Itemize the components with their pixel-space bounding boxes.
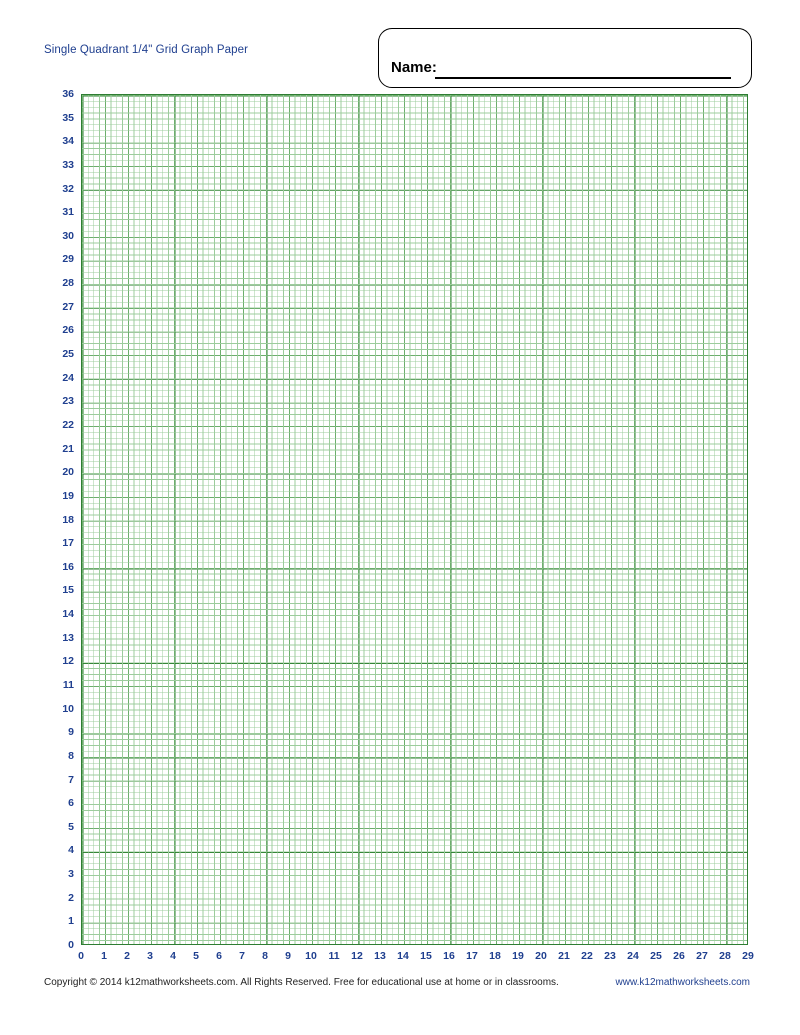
x-axis-tick-8: 8 bbox=[262, 950, 268, 962]
y-axis-tick-28: 28 bbox=[62, 277, 74, 290]
x-axis-tick-17: 17 bbox=[466, 950, 478, 962]
x-axis-tick-3: 3 bbox=[147, 950, 153, 962]
y-axis-tick-7: 7 bbox=[68, 773, 74, 786]
footer-url[interactable]: www.k12mathworksheets.com bbox=[615, 977, 750, 988]
y-axis-tick-5: 5 bbox=[68, 820, 74, 833]
y-axis-tick-36: 36 bbox=[62, 88, 74, 100]
x-axis-tick-29: 29 bbox=[742, 950, 754, 962]
x-axis-tick-6: 6 bbox=[216, 950, 222, 962]
y-axis-tick-25: 25 bbox=[62, 348, 74, 361]
y-axis-tick-26: 26 bbox=[62, 324, 74, 337]
y-axis-tick-27: 27 bbox=[62, 300, 74, 313]
y-axis-tick-9: 9 bbox=[68, 726, 74, 739]
x-axis-tick-18: 18 bbox=[489, 950, 501, 962]
x-axis-tick-12: 12 bbox=[351, 950, 363, 962]
x-axis-tick-9: 9 bbox=[285, 950, 291, 962]
y-axis-tick-8: 8 bbox=[68, 749, 74, 762]
x-axis-tick-5: 5 bbox=[193, 950, 199, 962]
name-field-box[interactable] bbox=[378, 28, 752, 88]
y-axis-tick-10: 10 bbox=[62, 702, 74, 715]
x-axis-tick-11: 11 bbox=[328, 950, 340, 962]
x-axis-tick-21: 21 bbox=[558, 950, 570, 962]
y-axis-tick-4: 4 bbox=[68, 844, 74, 857]
y-axis-tick-24: 24 bbox=[62, 371, 74, 384]
y-axis-tick-2: 2 bbox=[68, 891, 74, 904]
x-axis-tick-0: 0 bbox=[78, 950, 84, 962]
x-axis-tick-25: 25 bbox=[650, 950, 662, 962]
y-axis-tick-23: 23 bbox=[62, 395, 74, 408]
y-axis-tick-16: 16 bbox=[62, 560, 74, 573]
x-axis-tick-2: 2 bbox=[124, 950, 130, 962]
y-axis-tick-30: 30 bbox=[62, 229, 74, 242]
y-axis-tick-0: 0 bbox=[68, 939, 74, 951]
x-axis-tick-14: 14 bbox=[397, 950, 409, 962]
y-axis-tick-15: 15 bbox=[62, 584, 74, 597]
y-axis-tick-21: 21 bbox=[62, 442, 74, 455]
x-axis-tick-13: 13 bbox=[374, 950, 386, 962]
y-axis-tick-17: 17 bbox=[62, 537, 74, 550]
x-axis-tick-28: 28 bbox=[719, 950, 731, 962]
x-axis-labels bbox=[78, 950, 754, 966]
x-axis-tick-20: 20 bbox=[535, 950, 547, 962]
y-axis-tick-18: 18 bbox=[62, 513, 74, 526]
y-axis-tick-3: 3 bbox=[68, 868, 74, 881]
x-axis-tick-15: 15 bbox=[420, 950, 432, 962]
graph-paper-area bbox=[81, 94, 748, 945]
y-axis-tick-1: 1 bbox=[68, 915, 74, 928]
name-write-line[interactable] bbox=[435, 77, 731, 79]
x-axis-tick-7: 7 bbox=[239, 950, 245, 962]
y-axis-tick-33: 33 bbox=[62, 158, 74, 171]
y-axis-labels bbox=[44, 88, 74, 951]
name-label: Name: bbox=[391, 59, 437, 76]
y-axis-tick-22: 22 bbox=[62, 418, 74, 431]
x-axis-tick-16: 16 bbox=[443, 950, 455, 962]
x-axis-tick-4: 4 bbox=[170, 950, 176, 962]
x-axis-tick-10: 10 bbox=[305, 950, 317, 962]
grid-canvas[interactable] bbox=[81, 94, 748, 945]
y-axis-tick-31: 31 bbox=[62, 206, 74, 219]
y-axis-tick-14: 14 bbox=[62, 608, 74, 621]
y-axis-tick-32: 32 bbox=[62, 182, 74, 195]
y-axis-tick-6: 6 bbox=[68, 797, 74, 810]
y-axis-tick-12: 12 bbox=[62, 655, 74, 668]
x-axis-tick-22: 22 bbox=[581, 950, 593, 962]
y-axis-tick-20: 20 bbox=[62, 466, 74, 479]
footer-copyright: Copyright © 2014 k12mathworksheets.com. All Rights Reserved. Free for educational use at home or in classrooms. bbox=[44, 977, 559, 988]
y-axis-tick-34: 34 bbox=[62, 135, 74, 148]
x-axis-tick-27: 27 bbox=[696, 950, 708, 962]
y-axis-tick-29: 29 bbox=[62, 253, 74, 266]
y-axis-tick-11: 11 bbox=[62, 678, 74, 691]
x-axis-tick-24: 24 bbox=[627, 950, 639, 962]
x-axis-tick-23: 23 bbox=[604, 950, 616, 962]
page-title: Single Quadrant 1/4" Grid Graph Paper bbox=[44, 44, 249, 56]
y-axis-tick-13: 13 bbox=[62, 631, 74, 644]
x-axis-tick-26: 26 bbox=[673, 950, 685, 962]
x-axis-tick-1: 1 bbox=[101, 950, 107, 962]
y-axis-tick-19: 19 bbox=[62, 489, 74, 502]
y-axis-tick-35: 35 bbox=[62, 111, 74, 124]
x-axis-tick-19: 19 bbox=[512, 950, 524, 962]
